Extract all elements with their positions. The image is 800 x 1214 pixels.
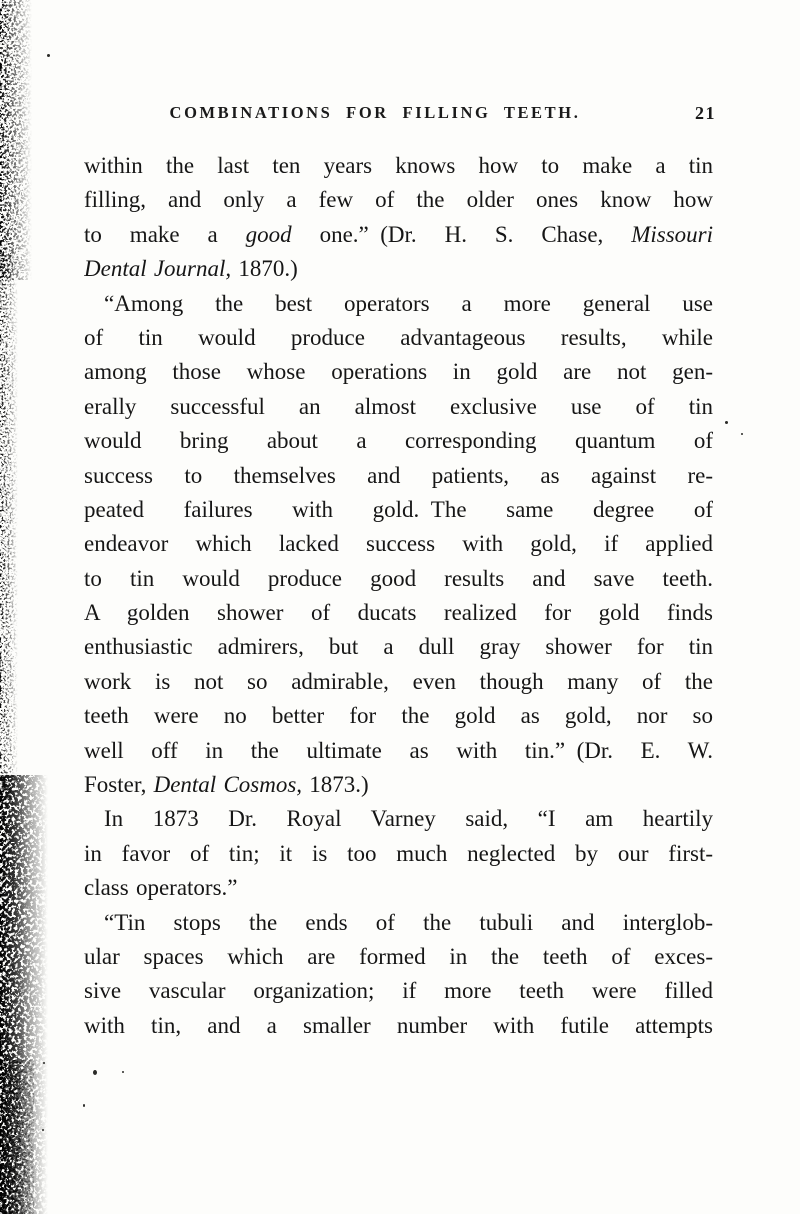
text-line [84,630,713,664]
text-line [84,665,713,699]
text-segment: to tin would produce good results and save teeth. [84,565,713,591]
text-segment: within the last ten years knows how to make a tin [84,153,713,178]
italic-text-segment: Dental Journal, [84,256,232,282]
text-line [84,837,713,871]
text-line [84,390,713,424]
text-segment: in favor of tin; it is too much neglected by our first- [84,840,713,866]
text-segment: class operators.” [84,875,238,901]
text-line [84,149,713,183]
text-segment: erally successful an almost exclusive use of tin [84,393,713,419]
text-line [84,493,713,527]
text-line [84,906,713,940]
text-segment: ular spaces which are formed in the teeth of exces- [84,943,713,969]
text-segment: sive vascular organization; if more teeth were filled [84,978,713,1004]
text-segment: Foster, [84,772,154,798]
text-line [84,527,713,561]
header-title: COMBINATIONS FOR FILLING TEETH. [169,103,581,122]
scan-speck [83,1104,85,1107]
text-line [84,459,713,493]
text-segment: endeavor which lacked success with gold, if applied [84,531,713,557]
text-segment: teeth were no better for the gold as gold, nor so [84,703,713,729]
text-segment: “Tin stops the ends of the tubuli and interglob- [104,909,713,935]
text-line [84,699,713,733]
text-line [84,974,713,1008]
text-line [84,562,713,596]
text-segment: of tin would produce advantageous results, while [84,324,713,350]
text-segment: filling, and only a few of the older ones know how [84,187,713,213]
text-segment: 1873.) [302,772,369,798]
italic-text-segment: Dental Cosmos, [153,772,303,798]
text-segment: among those whose operations in gold are not gen- [84,359,713,385]
text-line [84,252,713,286]
text-segment: enthusiastic admirers, but a dull gray shower for tin [84,634,713,660]
text-segment: would bring about a corresponding quantum of [84,428,713,454]
text-line [84,734,713,768]
scan-speck [741,433,743,435]
text-line [84,871,713,905]
text-line [84,355,713,389]
text-segment: In 1873 Dr. Royal Varney said, “I am heartily [104,806,713,832]
scan-speck [42,1129,44,1131]
text-line [84,940,713,974]
page-body [84,149,713,1043]
text-line [84,218,713,252]
italic-text-segment: good [245,221,292,247]
scan-speck [47,54,50,57]
text-segment: with tin, and a smaller number with futile attempts [84,1012,713,1038]
italic-text-segment: Missouri [631,221,713,247]
text-line [84,1009,713,1043]
text-line [84,768,713,802]
scan-speck [43,1062,45,1064]
text-segment: success to themselves and patients, as against re- [84,462,713,488]
text-segment: A golden shower of ducats realized for gold finds [84,600,713,626]
scan-edge-noise [0,0,70,1214]
text-segment: “Among the best operators a more general use [104,290,713,316]
text-line [84,424,713,458]
text-line [84,321,713,355]
text-line [84,183,713,217]
text-segment: one.” (Dr. H. S. Chase, [291,221,632,247]
running-header [84,103,716,129]
text-segment: 1870.) [231,256,298,282]
text-segment: to make a [84,221,246,247]
text-segment: work is not so admirable, even though many of the [84,668,713,694]
text-line [84,287,713,321]
scan-speck [725,421,728,424]
text-segment: well off in the ultimate as with tin.” (Dr. E. W. [84,737,713,763]
page-number: 21 [695,103,716,123]
scan-speck [122,1071,124,1073]
text-line [84,596,713,630]
scan-speck [93,1070,97,1075]
text-line [84,802,713,836]
text-segment: peated failures with gold. The same degree of [84,496,713,522]
